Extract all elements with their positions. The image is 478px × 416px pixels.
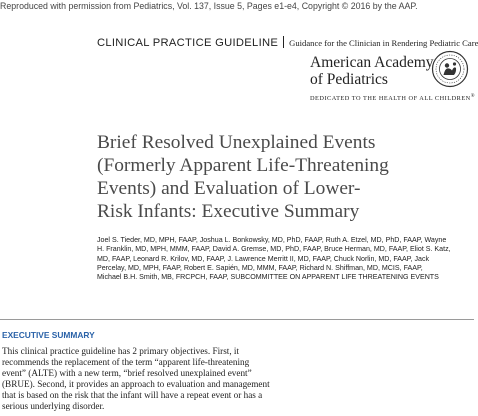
author-line-2: H. Franklin, MD, MPH, MMM, FAAP, David A. Gremse, MD, PhD, FAAP, Bruce Herman, MD, FAAP, Eliot S. Katz,	[97, 245, 451, 254]
author-line-1: Joel S. Tieder, MD, MPH, FAAP, Joshua L. Bonkowsky, MD, PhD, FAAP, Ruth A. Etzel, MD, PhD, FAAP, Wayne	[97, 236, 447, 244]
title-line-3: Events) and Evaluation of Lower-	[97, 178, 361, 199]
body-line-2: recommends the replacement of the term “apparent life-threatening	[2, 356, 250, 367]
author-line-4: Percelay, MD, MPH, FAAP, Robert E. Sapién, MD, MMM, FAAP, Richard N. Shiffman, MD, MCIS, FAAP,	[97, 263, 423, 272]
article-title	[97, 131, 467, 223]
section-label: CLINICAL PRACTICE GUIDELINE	[97, 37, 279, 49]
executive-summary-heading: EXECUTIVE SUMMARY	[2, 330, 95, 340]
body-line-4: (BRUE). Second, it provides an approach to evaluation and management	[2, 378, 270, 389]
title-line-2: (Formerly Apparent Life-Threatening	[97, 155, 389, 176]
publisher-name-line-1: American Academy	[310, 54, 434, 71]
body-line-1: This clinical practice guideline has 2 primary objectives. First, it	[2, 346, 240, 356]
body-line-3: event” (ALTE) with a new term, “brief resolved unexplained event”	[2, 367, 252, 378]
body-line-6: serious underlying disorder.	[2, 400, 105, 411]
publisher-name-line-2: of Pediatrics	[310, 71, 388, 88]
header-divider	[283, 36, 284, 48]
section-divider	[0, 319, 474, 320]
tagline-text: DEDICATED TO THE HEALTH OF ALL CHILDREN	[310, 95, 471, 103]
title-line-4: Risk Infants: Executive Summary	[97, 201, 360, 222]
guideline-header	[97, 33, 478, 51]
trademark-mark: ®	[470, 94, 476, 99]
body-line-5: that is based on the risk that the infant will have a repeat event or has a	[2, 389, 263, 400]
aap-seal-icon	[431, 50, 469, 88]
section-subtitle: Guidance for the Clinician in Rendering Pediatric Care	[289, 38, 478, 48]
author-list	[97, 236, 469, 282]
publisher-tagline	[310, 94, 475, 102]
author-line-5: Michael B.H. Smith, MB, FRCPCH, FAAP, SUBCOMMITTEE ON APPARENT LIFE THREATENING EVENTS	[97, 273, 439, 282]
author-line-3: MD, FAAP, Leonard R. Krilov, MD, FAAP, J. Lawrence Merritt II, MD, FAAP, Chuck Norlin, MD, FAAP, Jack	[97, 254, 430, 263]
executive-summary-body	[2, 346, 472, 411]
publisher-name	[310, 54, 434, 88]
title-line-1: Brief Resolved Unexplained Events	[97, 132, 376, 153]
reproduction-notice: Reproduced with permission from Pediatrics, Vol. 137, Issue 5, Pages e1-e4, Copyright © 2016 by the AAP.	[0, 1, 418, 11]
